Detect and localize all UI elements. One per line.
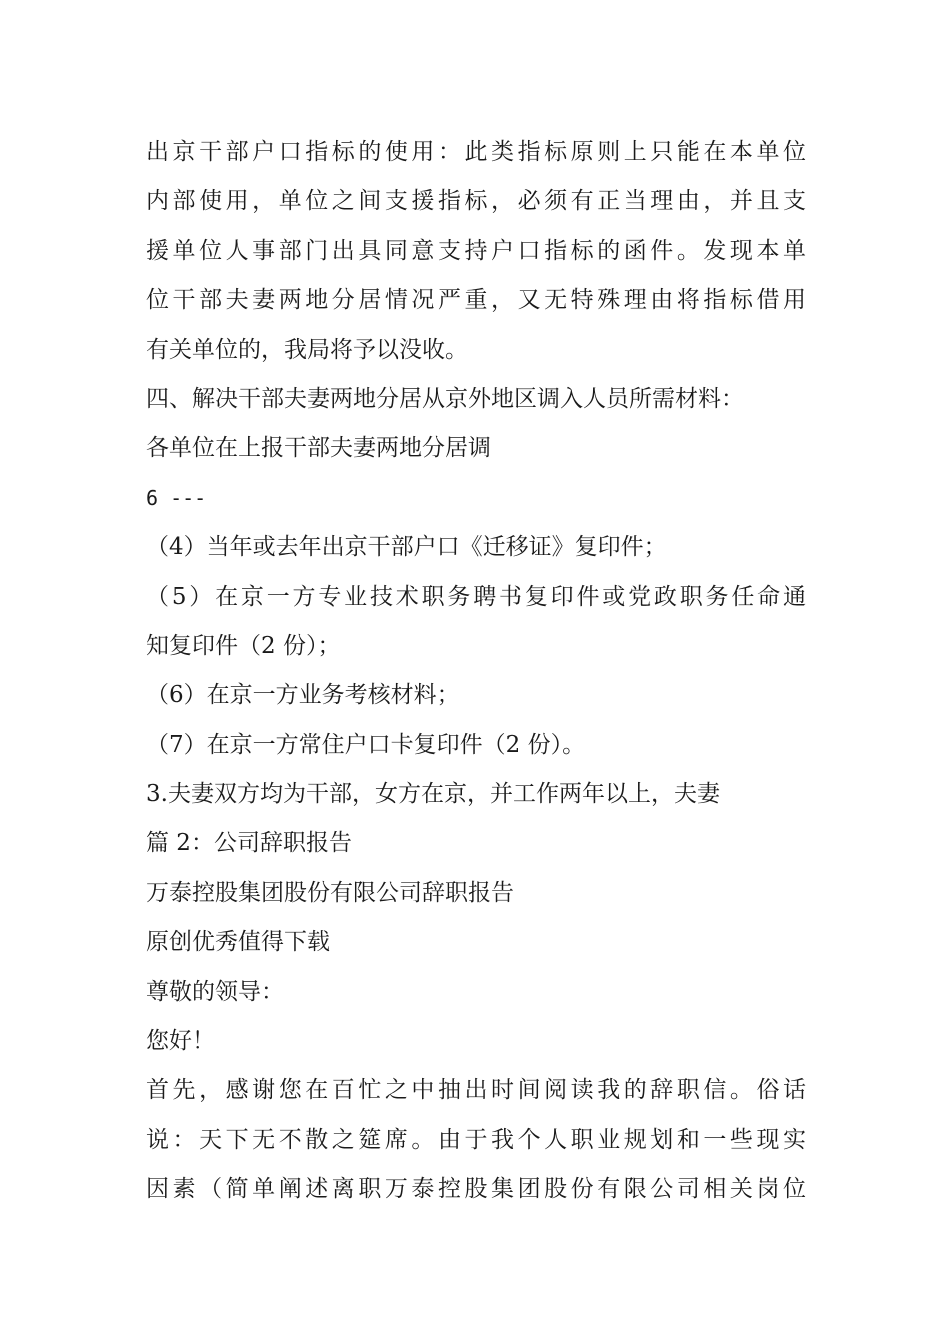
- paragraph-line: 有关单位的，我局将予以没收。: [146, 336, 468, 363]
- report-title: 万泰控股集团股份有限公司辞职报告: [146, 879, 514, 906]
- paragraph-line: 内部使用，单位之间支援指标，必须有正当理由，并且支: [146, 188, 806, 215]
- paragraph-line: 位干部夫妻两地分居情况严重，又无特殊理由将指标借用: [146, 287, 806, 314]
- paragraph-line: 首先，感谢您在百忙之中抽出时间阅读我的辞职信。俗话: [146, 1077, 806, 1104]
- paragraph-line: 出京干部户口指标的使用：此类指标原则上只能在本单位: [146, 139, 806, 165]
- paragraph-line: 说：天下无不散之筵席。由于我个人职业规划和一些现实: [146, 1126, 806, 1153]
- paragraph-line: 因素（简单阐述离职万泰控股集团股份有限公司相关岗位: [146, 1176, 806, 1203]
- greeting: 您好！: [146, 1028, 215, 1055]
- list-item: （5）在京一方专业技术职务聘书复印件或党政职务任命通: [146, 583, 806, 610]
- page-number-marker: 6 ---: [146, 485, 207, 510]
- section-heading: 四、解决干部夫妻两地分居从京外地区调入人员所需材料：: [146, 385, 744, 412]
- list-item-continuation: 知复印件（2 份）；: [146, 632, 341, 659]
- list-item: （6）在京一方业务考核材料；: [146, 682, 460, 709]
- paragraph-line: 援单位人事部门出具同意支持户口指标的函件。发现本单: [146, 237, 806, 264]
- article-heading: 篇 2：公司辞职报告: [146, 830, 352, 857]
- list-item: （7）在京一方常住户口卡复印件（2 份）。: [146, 731, 586, 758]
- paragraph-line: 3.夫妻双方均为干部，女方在京，并工作两年以上，夫妻: [146, 781, 720, 808]
- tagline: 原创优秀值得下载: [146, 929, 330, 956]
- document-body: [146, 128, 806, 1215]
- salutation: 尊敬的领导：: [146, 978, 284, 1005]
- list-item: （4）当年或去年出京干部户口《迁移证》复印件；: [146, 534, 667, 561]
- paragraph-line: 各单位在上报干部夫妻两地分居调: [146, 435, 491, 462]
